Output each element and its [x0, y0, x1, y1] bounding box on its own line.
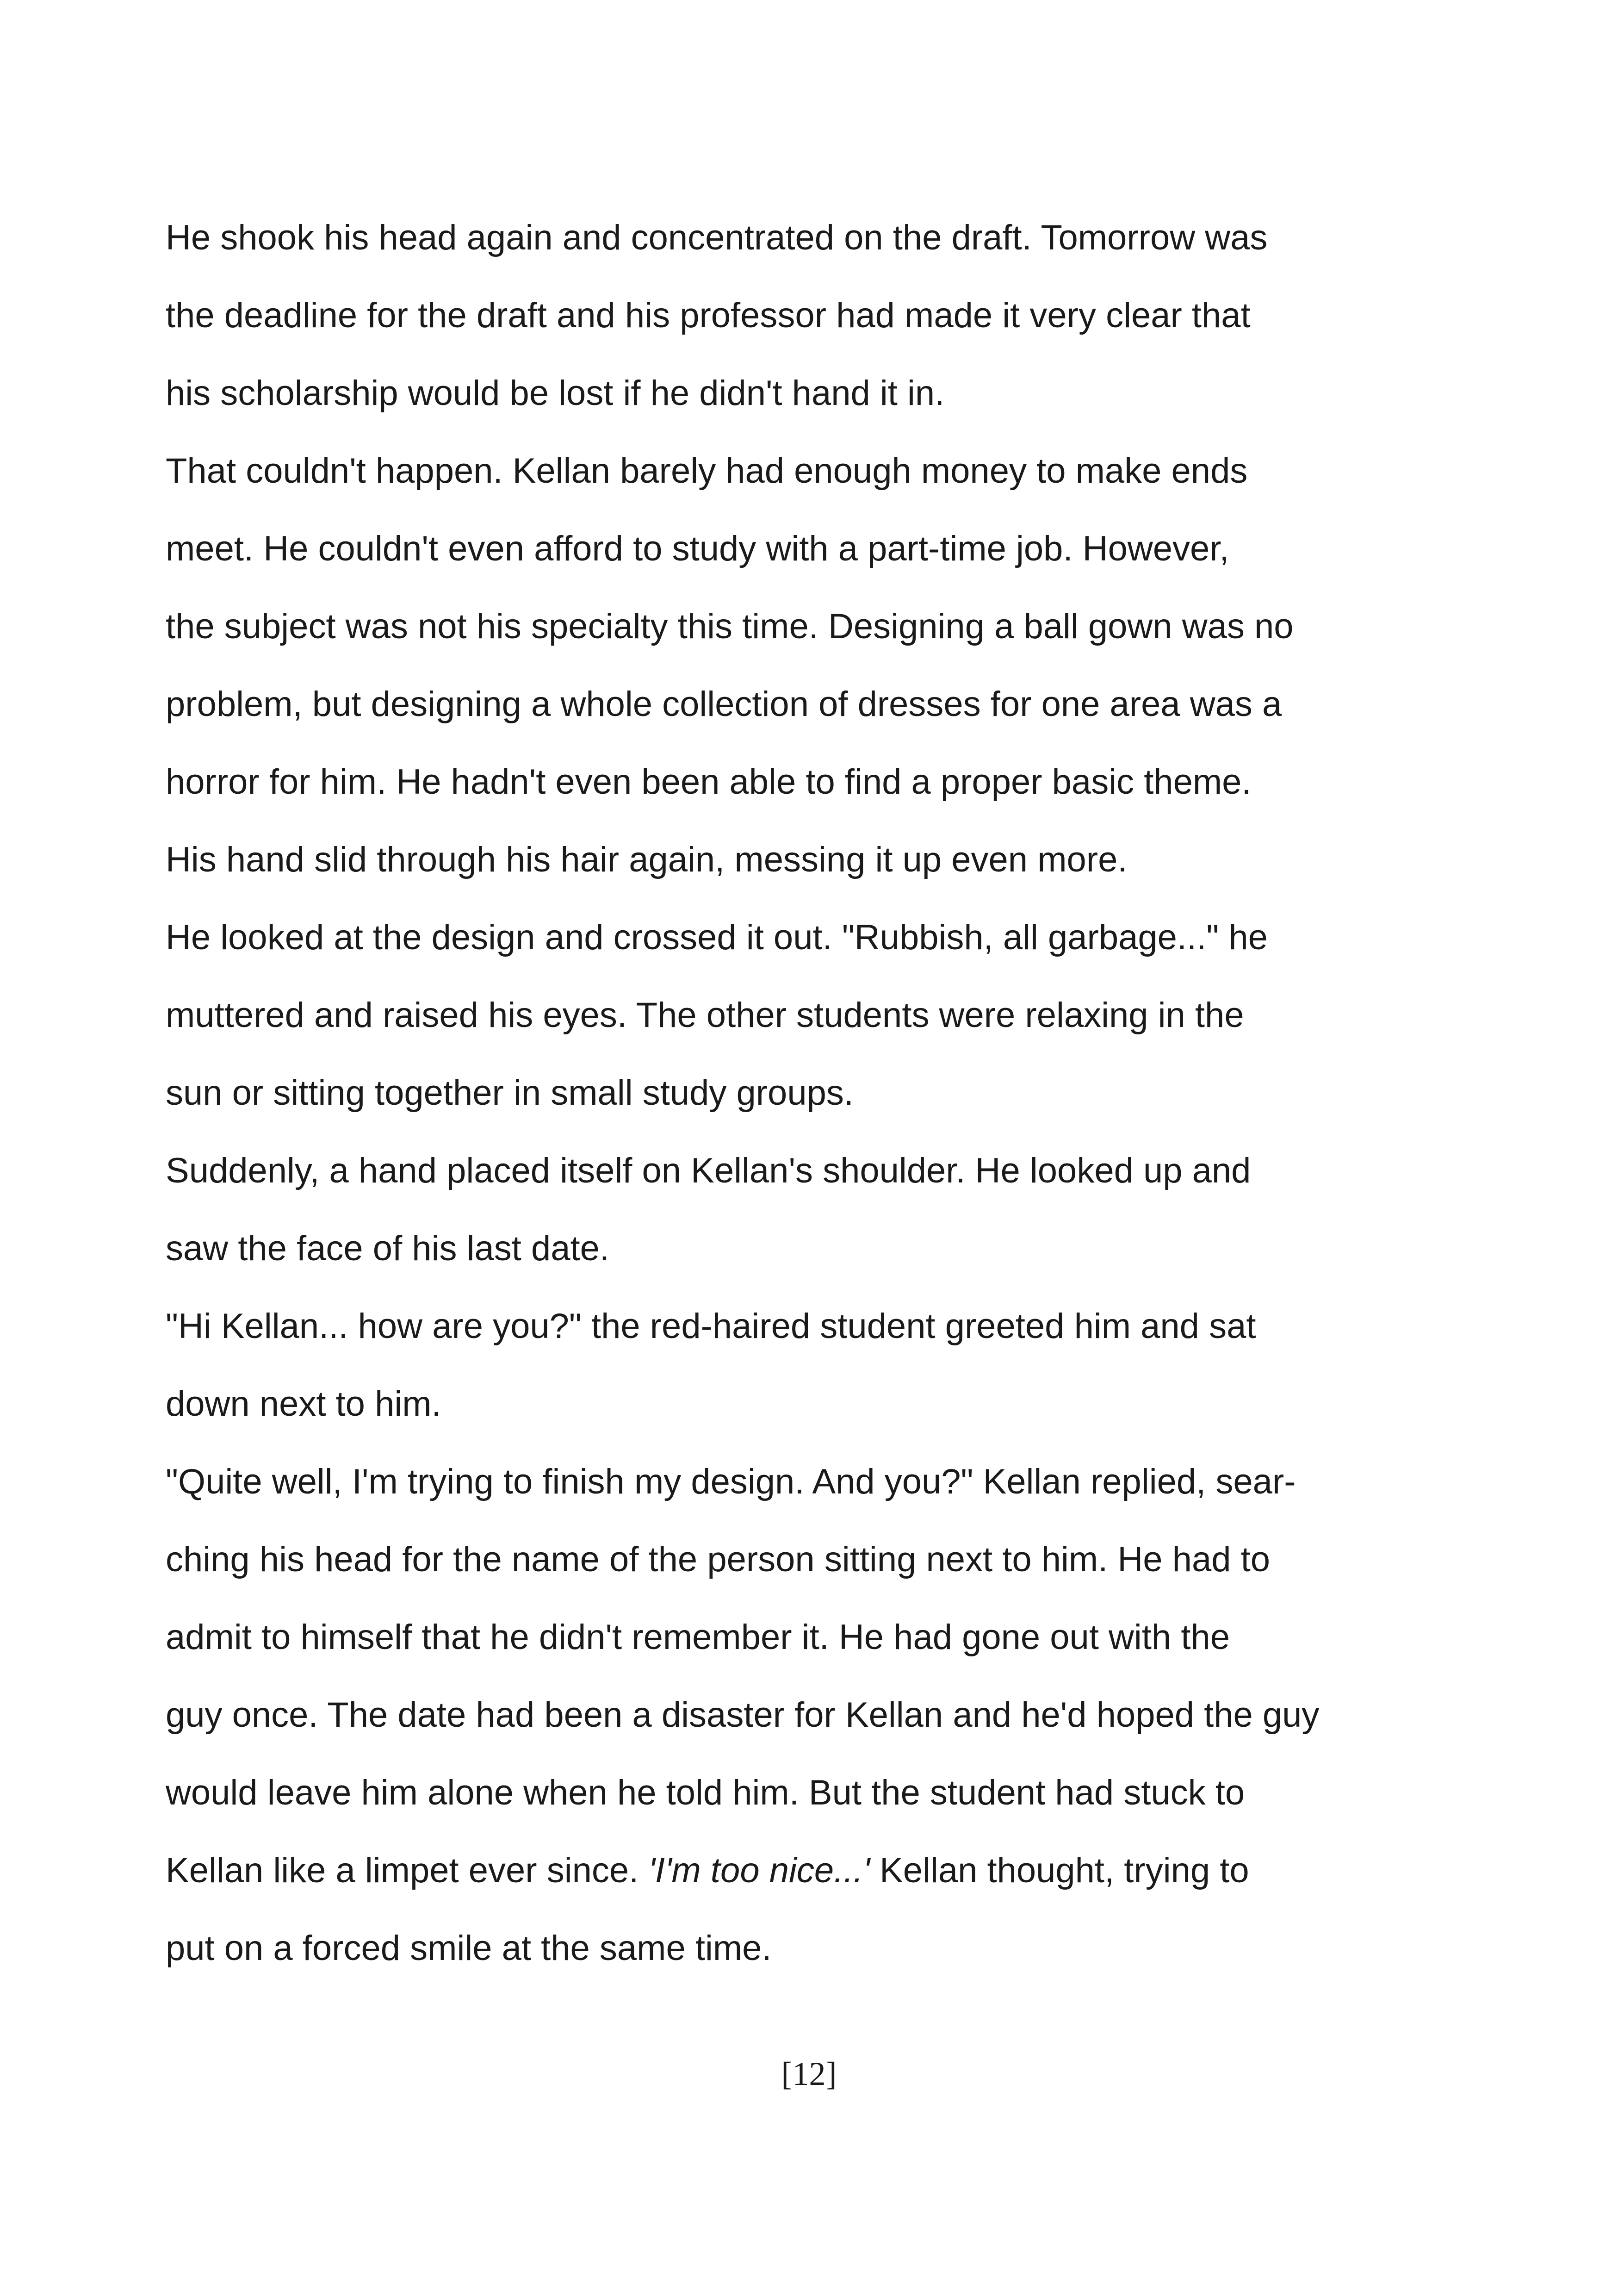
text-line: Suddenly, a hand placed itself on Kellan's shoulder. He looked up and: [166, 1151, 1251, 1190]
text-line: sun or sitting together in small study groups.: [166, 1073, 854, 1113]
text-line: "Quite well, I'm trying to finish my design. And you?" Kellan replied, sear-: [166, 1462, 1296, 1501]
text-line: He shook his head again and concentrated on the draft. Tomorrow was: [166, 218, 1268, 257]
text-line: That couldn't happen. Kellan barely had enough money to make ends: [166, 451, 1248, 491]
text-line: ching his head for the name of the person sitting next to him. He had to: [166, 1540, 1270, 1579]
italic-thought: 'I'm too nice...': [648, 1851, 870, 1890]
text-line: problem, but designing a whole collection of dresses for one area was a: [166, 684, 1282, 724]
text-line: "Hi Kellan... how are you?" the red-haired student greeted him and sat: [166, 1307, 1256, 1346]
text-line: horror for him. He hadn't even been able to find a proper basic theme.: [166, 762, 1252, 802]
page-number: [12]: [781, 2055, 837, 2092]
text-line: muttered and raised his eyes. The other students were relaxing in the: [166, 996, 1244, 1035]
text-line: meet. He couldn't even afford to study with a part-time job. However,: [166, 529, 1229, 568]
text-line: put on a forced smile at the same time.: [166, 1929, 772, 1968]
text-segment: Kellan thought, trying to: [869, 1851, 1249, 1890]
text-line-with-italic: [166, 1832, 1461, 1910]
text-line: admit to himself that he didn't remember it. He had gone out with the: [166, 1618, 1230, 1657]
text-line: the deadline for the draft and his professor had made it very clear that: [166, 296, 1251, 335]
text-line: his scholarship would be lost if he didn't hand it in.: [166, 373, 945, 413]
body-text: [166, 199, 1461, 1987]
text-line: the subject was not his specialty this time. Designing a ball gown was no: [166, 607, 1294, 646]
text-line: would leave him alone when he told him. But the student had stuck to: [166, 1773, 1245, 1812]
text-line: guy once. The date had been a disaster for Kellan and he'd hoped the guy: [166, 1695, 1320, 1735]
text-line: He looked at the design and crossed it out. "Rubbish, all garbage..." he: [166, 918, 1268, 957]
text-line: saw the face of his last date.: [166, 1229, 609, 1268]
text-segment: Kellan like a limpet ever since.: [166, 1851, 649, 1890]
text-line: down next to him.: [166, 1384, 441, 1424]
text-line: His hand slid through his hair again, messing it up even more.: [166, 840, 1128, 879]
